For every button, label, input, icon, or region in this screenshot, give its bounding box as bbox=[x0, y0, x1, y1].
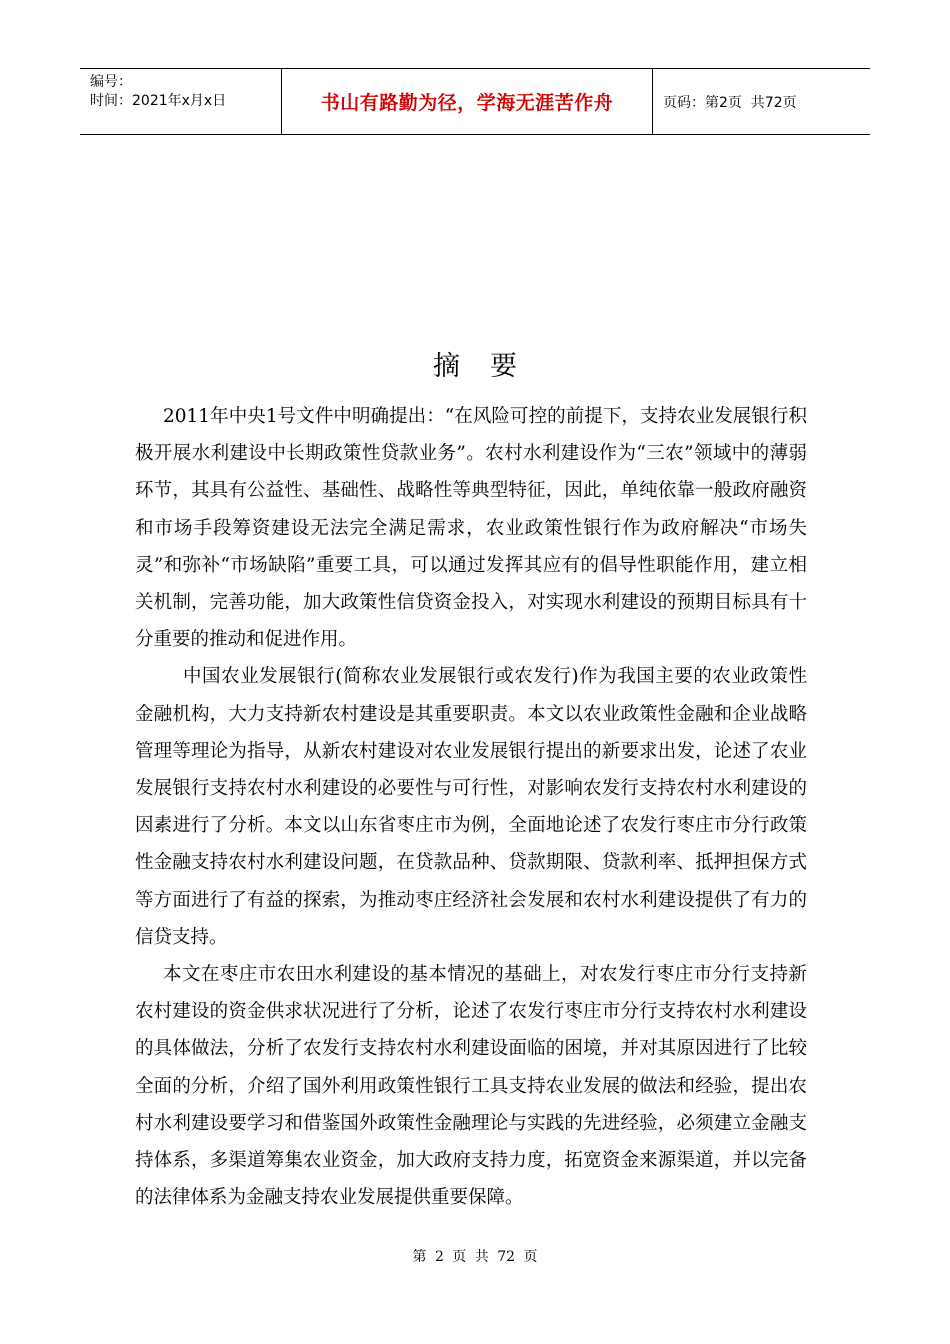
document-header bbox=[80, 68, 870, 135]
header-motto-cell bbox=[281, 69, 653, 134]
abstract-body bbox=[135, 398, 807, 1216]
page-footer: 第 2 页 共 72 页 bbox=[412, 1249, 538, 1265]
abstract-title: 摘要 bbox=[433, 351, 547, 382]
header-motto: 书山有路勤为径，学海无涯苦作舟 bbox=[320, 92, 614, 114]
header-page-cell bbox=[653, 69, 870, 134]
header-page-info: 页码：第2页 共72页 bbox=[663, 94, 797, 111]
abstract-paragraph-1: 2011年中央1号文件中明确提出：“在风险可控的前提下，支持农业发展银行积极开展水利建设中长期政策性贷款业务”。农村水利建设作为“三农”领域中的薄弱环节，其具有公益性、基础性、战略性等典型特征，因此，单纯依靠一般政府融资和市场手段筹资建设无法完全满足需求，农业政策性银行作为政府解决“市场失灵”和弥补“市场缺陷”重要工具，可以通过发挥其应有的倡导性职能作用，建立相关机制，完善功能，加大政策性信贷资金投入，对实现水利建设的预期目标具有十分重要的推动和促进作用。 bbox=[135, 406, 807, 651]
abstract-paragraph-2: 中国农业发展银行(简称农业发展银行或农发行)作为我国主要的农业政策性金融机构，大力支持新农村建设是其重要职责。本文以农业政策性金融和企业战略管理等理论为指导，从新农村建设对农业发展银行提出的新要求出发，论述了农业发展银行支持农村水利建设的必要性与可行性，对影响农发行支持农村水利建设的因素进行了分析。本文以山东省枣庄市为例，全面地论述了农发行枣庄市分行政策性金融支持农村水利建设问题，在贷款品种、贷款期限、贷款利率、抵押担保方式等方面进行了有益的探索，为推动枣庄经济社会发展和农村水利建设提供了有力的信贷支持。 bbox=[135, 666, 807, 948]
header-meta bbox=[80, 69, 281, 134]
document-date: 时间：2021年x月x日 bbox=[90, 93, 227, 109]
document-number-label: 编号： bbox=[90, 74, 132, 90]
abstract-paragraph-3: 本文在枣庄市农田水利建设的基本情况的基础上，对农发行枣庄市分行支持新农村建设的资金供求状况进行了分析，论述了农发行枣庄市分行支持农村水利建设的具体做法，分析了农发行支持农村水利建设面临的困境，并对其原因进行了比较全面的分析，介绍了国外利用政策性银行工具支持农业发展的做法和经验，提出农村水利建设要学习和借鉴国外政策性金融理论与实践的先进经验，必须建立金融支持体系，多渠道筹集农业资金，加大政府支持力度，拓宽资金来源渠道，并以完备的法律体系为金融支持农业发展提供重要保障。 bbox=[135, 964, 807, 1209]
